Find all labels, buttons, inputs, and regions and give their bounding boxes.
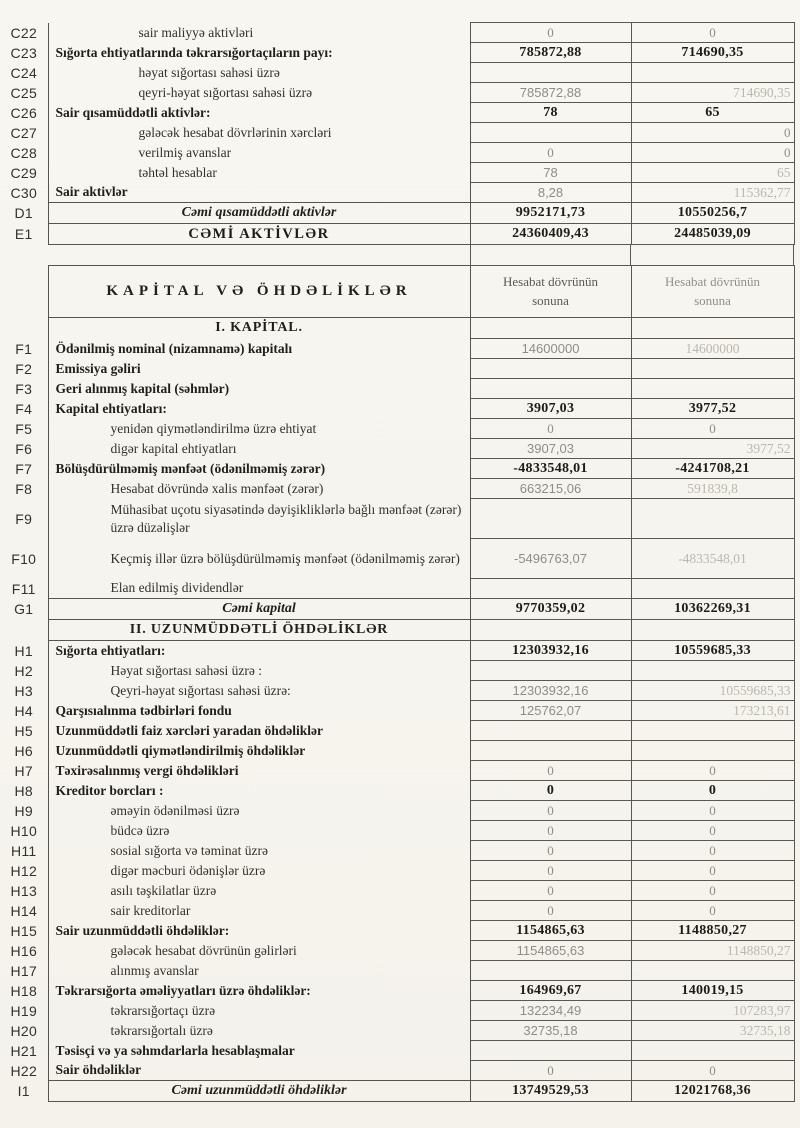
row-H3 (0, 681, 794, 701)
row-C24 (0, 63, 794, 83)
row-F11 (0, 579, 794, 599)
gap-cell-col2 (631, 245, 794, 265)
row-I1 (0, 1081, 794, 1102)
value-col2: 591839,8 (631, 479, 794, 499)
value-col2: -4241708,21 (631, 459, 794, 479)
value-col1 (470, 620, 631, 641)
column-gap (0, 245, 794, 265)
row-label: həyat sığortası sahəsi üzrə (48, 63, 470, 83)
value-col1: 3907,03 (470, 399, 631, 419)
row-label: CƏMİ AKTİVLƏR (48, 224, 470, 245)
row-label: qeyri-həyat sığortası sahəsi üzrə (48, 83, 470, 103)
value-col1: 32735,18 (470, 1021, 631, 1041)
row-label: təkrarsığortalı üzrə (48, 1021, 470, 1041)
value-col2: 3977,52 (631, 399, 794, 419)
row-code: H6 (14, 742, 33, 759)
row-label: I. KAPİTAL. (48, 318, 470, 339)
value-col2 (631, 1041, 794, 1061)
row-H17 (0, 961, 794, 981)
row-label: Sair uzunmüddətli öhdəliklər: (48, 921, 470, 941)
assets-table (0, 22, 795, 245)
assets-table-body (0, 23, 794, 245)
row-label: verilmiş avanslar (48, 143, 470, 163)
row-label: sair kreditorlar (48, 901, 470, 921)
value-col2: 0 (631, 23, 794, 43)
row-code: C24 (10, 64, 38, 81)
row-code: H10 (10, 822, 38, 839)
row-label: Sair aktivlər (48, 183, 470, 203)
row-label: sair maliyyə aktivləri (48, 23, 470, 43)
value-col2: 65 (631, 103, 794, 123)
row-E1 (0, 224, 794, 245)
value-col2: 107283,97 (631, 1001, 794, 1021)
row-code: H22 (10, 1062, 38, 1079)
row-code: G1 (14, 601, 34, 617)
row-H21 (0, 1041, 794, 1061)
value-col1: 0 (470, 1061, 631, 1081)
value-col1: 9770359,02 (470, 599, 631, 620)
value-col1: 125762,07 (470, 701, 631, 721)
value-col2: 65 (631, 163, 794, 183)
row-C30 (0, 183, 794, 203)
value-col1 (470, 579, 631, 599)
value-col1 (470, 379, 631, 399)
value-col1: -4833548,01 (470, 459, 631, 479)
value-col1: 0 (470, 861, 631, 881)
value-col2: 0 (631, 901, 794, 921)
row-label: sosial sığorta və təminat üzrə (48, 841, 470, 861)
row-code: H15 (10, 922, 38, 939)
row-label: Qarşısıalınma tədbirləri fondu (48, 701, 470, 721)
row-label: Sair öhdəliklər (48, 1061, 470, 1081)
row-code: H8 (14, 782, 33, 799)
row-label: büdcə üzrə (48, 821, 470, 841)
value-col2: 0 (631, 761, 794, 781)
value-col2: 0 (631, 143, 794, 163)
row-H10 (0, 821, 794, 841)
row-H14 (0, 901, 794, 921)
gap-spacer (0, 245, 470, 265)
row-label: Həyat sığortası sahəsi üzrə : (48, 661, 470, 681)
value-col1: 0 (470, 821, 631, 841)
col2-header-text: Hesabat dövrünün sonuna (665, 273, 760, 308)
row-H5 (0, 721, 794, 741)
value-col1 (470, 63, 631, 83)
row-H12 (0, 861, 794, 881)
row-F2 (0, 359, 794, 379)
value-col1 (470, 499, 631, 539)
row-F10 (0, 539, 794, 579)
row-C29 (0, 163, 794, 183)
value-col2: 0 (631, 419, 794, 439)
value-col2: -4833548,01 (631, 539, 794, 579)
value-col2: 10559685,33 (631, 681, 794, 701)
row-label: Elan edilmiş dividendlər (48, 579, 470, 599)
value-col1 (470, 318, 631, 339)
row-label: Uzunmüddətli qiymətləndirilmiş öhdəliklər (48, 741, 470, 761)
row-label: Təxirəsalınmış vergi öhdəlikləri (48, 761, 470, 781)
row-label-text: Mühasibat uçotu siyasətində dəyişikliklərlə bağlı mənfəət (zərər) üzrə düzəlişlər (110, 501, 462, 535)
row-label: Təsisçi və ya səhmdarlarla hesablaşmalar (48, 1041, 470, 1061)
value-col2: 714690,35 (631, 83, 794, 103)
value-col1: 785872,88 (470, 83, 631, 103)
row-code: F4 (15, 400, 33, 417)
value-col2: 0 (631, 821, 794, 841)
value-col2 (631, 359, 794, 379)
row-H4 (0, 701, 794, 721)
row-H18 (0, 981, 794, 1001)
row-H16 (0, 941, 794, 961)
value-col2: 115362,77 (631, 183, 794, 203)
value-col2: 12021768,36 (631, 1081, 794, 1102)
row-code: H13 (10, 882, 38, 899)
value-col1: 12303932,16 (470, 641, 631, 661)
row-code: H17 (10, 962, 38, 979)
row-code: H5 (14, 722, 33, 739)
row-H9 (0, 801, 794, 821)
row-label: Sair qısamüddətli aktivlər: (48, 103, 470, 123)
value-col2: 0 (631, 123, 794, 143)
row-code: D1 (14, 205, 33, 221)
liabilities-table (0, 265, 795, 1102)
value-col1: -5496763,07 (470, 539, 631, 579)
value-col1: 0 (470, 23, 631, 43)
row-label: Geri alınmış kapital (səhmlər) (48, 379, 470, 399)
liabilities-header-row (0, 266, 794, 318)
row-section (0, 318, 794, 339)
value-col2 (631, 379, 794, 399)
value-col1: 78 (470, 103, 631, 123)
row-code: H12 (10, 862, 38, 879)
value-col1 (470, 1041, 631, 1061)
value-col1: 8,28 (470, 183, 631, 203)
row-label (48, 539, 470, 579)
row-label (48, 499, 470, 539)
value-col1: 9952171,73 (470, 203, 631, 224)
row-label: təhtəl hesablar (48, 163, 470, 183)
row-label: Kapital ehtiyatları: (48, 399, 470, 419)
value-col2 (631, 499, 794, 539)
row-code: C28 (10, 144, 38, 161)
row-label: digər məcburi ödənişlər üzrə (48, 861, 470, 881)
row-H13 (0, 881, 794, 901)
row-label: Təkrarsığorta əməliyyatları üzrə öhdəliklər: (48, 981, 470, 1001)
value-col2: 140019,15 (631, 981, 794, 1001)
value-col2: 10362269,31 (631, 599, 794, 620)
liabilities-table-body (0, 266, 794, 1102)
row-label: digər kapital ehtiyatları (48, 439, 470, 459)
row-code: H20 (10, 1022, 38, 1039)
row-C28 (0, 143, 794, 163)
value-col2: 14600000 (631, 339, 794, 359)
row-label: alınmış avanslar (48, 961, 470, 981)
row-label: Bölüşdürülməmiş mənfəət (ödənilməmiş zərər) (48, 459, 470, 479)
row-label-text: Keçmiş illər üzrə bölüşdürülməmiş mənfəət (ödənilməmiş zərər) (110, 550, 460, 566)
value-col1: 0 (470, 801, 631, 821)
value-col2: 10550256,7 (631, 203, 794, 224)
col2-header (631, 266, 794, 318)
row-label: Kreditor borcları : (48, 781, 470, 801)
value-col1: 78 (470, 163, 631, 183)
value-col2: 10559685,33 (631, 641, 794, 661)
row-H2 (0, 661, 794, 681)
value-col1 (470, 123, 631, 143)
value-col2: 1148850,27 (631, 941, 794, 961)
row-label: Sığorta ehtiyatları: (48, 641, 470, 661)
row-C25 (0, 83, 794, 103)
value-col1 (470, 741, 631, 761)
value-col1: 663215,06 (470, 479, 631, 499)
value-col1 (470, 359, 631, 379)
row-F6 (0, 439, 794, 459)
col1-header (470, 266, 631, 318)
row-label: təkrarsığortaçı üzrə (48, 1001, 470, 1021)
row-code: F11 (11, 580, 36, 597)
value-col1: 785872,88 (470, 43, 631, 63)
row-F3 (0, 379, 794, 399)
row-code: H19 (10, 1002, 38, 1019)
row-H1 (0, 641, 794, 661)
value-col1: 0 (470, 143, 631, 163)
row-label: əməyin ödənilməsi üzrə (48, 801, 470, 821)
row-F9 (0, 499, 794, 539)
value-col1: 132234,49 (470, 1001, 631, 1021)
value-col2: 173213,61 (631, 701, 794, 721)
row-H11 (0, 841, 794, 861)
row-label: gələcək hesabat dövrlərinin xərcləri (48, 123, 470, 143)
value-col2: 3977,52 (631, 439, 794, 459)
row-H20 (0, 1021, 794, 1041)
row-code: C26 (10, 104, 38, 121)
row-code: F6 (15, 440, 33, 457)
row-code: C30 (10, 184, 38, 201)
gap-cell-col1 (470, 245, 631, 265)
row-H8 (0, 781, 794, 801)
value-col2 (631, 661, 794, 681)
row-label: Cəmi kapital (48, 599, 470, 620)
row-code: C22 (10, 24, 38, 41)
row-F7 (0, 459, 794, 479)
col1-header-text: Hesabat dövrünün sonuna (503, 273, 598, 308)
row-C23 (0, 43, 794, 63)
row-label: asılı təşkilatlar üzrə (48, 881, 470, 901)
row-label: Ödənilmiş nominal (nizamnamə) kapitalı (48, 339, 470, 359)
row-H7 (0, 761, 794, 781)
value-col2 (631, 620, 794, 641)
row-code: H11 (10, 842, 37, 859)
row-section (0, 620, 794, 641)
value-col1: 0 (470, 419, 631, 439)
table-title: KAPİTAL VƏ ÖHDƏLİKLƏR (48, 266, 470, 318)
row-label: gələcək hesabat dövrünün gəlirləri (48, 941, 470, 961)
row-F4 (0, 399, 794, 419)
row-code: H14 (10, 902, 38, 919)
row-code: C25 (10, 84, 38, 101)
row-F8 (0, 479, 794, 499)
value-col1: 0 (470, 841, 631, 861)
row-F1 (0, 339, 794, 359)
row-code: F3 (15, 380, 33, 397)
row-code: F8 (15, 480, 33, 497)
value-col2 (631, 63, 794, 83)
row-H19 (0, 1001, 794, 1021)
row-label: Qeyri-həyat sığortası sahəsi üzrə: (48, 681, 470, 701)
row-code (0, 620, 48, 641)
value-col1: 164969,67 (470, 981, 631, 1001)
row-code (0, 318, 48, 339)
row-H15 (0, 921, 794, 941)
value-col2 (631, 721, 794, 741)
row-code: H1 (14, 642, 33, 659)
row-code: F5 (15, 420, 33, 437)
row-code: H9 (14, 802, 33, 819)
row-G1 (0, 599, 794, 620)
value-col2: 714690,35 (631, 43, 794, 63)
row-code: H21 (10, 1042, 38, 1059)
row-label: Emissiya gəliri (48, 359, 470, 379)
row-label: Sığorta ehtiyatlarında təkrarsığortaçıların payı: (48, 43, 470, 63)
value-col2: 0 (631, 781, 794, 801)
value-col2: 24485039,09 (631, 224, 794, 245)
row-code: F10 (11, 550, 37, 567)
value-col1 (470, 721, 631, 741)
row-code: I1 (17, 1083, 30, 1099)
row-label: Uzunmüddətli faiz xərcləri yaradan öhdəliklər (48, 721, 470, 741)
value-col2 (631, 961, 794, 981)
row-code: F7 (15, 460, 33, 477)
value-col1: 12303932,16 (470, 681, 631, 701)
value-col1 (470, 661, 631, 681)
row-C27 (0, 123, 794, 143)
row-code: E1 (14, 226, 33, 242)
row-code: H18 (10, 982, 38, 999)
value-col2: 0 (631, 841, 794, 861)
row-C26 (0, 103, 794, 123)
value-col1: 3907,03 (470, 439, 631, 459)
value-col1: 0 (470, 781, 631, 801)
value-col1 (470, 961, 631, 981)
value-col1: 0 (470, 901, 631, 921)
row-C22 (0, 23, 794, 43)
row-code: H2 (14, 662, 33, 679)
value-col2: 0 (631, 881, 794, 901)
value-col1: 0 (470, 881, 631, 901)
value-col1: 1154865,63 (470, 941, 631, 961)
value-col2: 0 (631, 1061, 794, 1081)
row-F5 (0, 419, 794, 439)
row-label: Cəmi uzunmüddətli öhdəliklər (48, 1081, 470, 1102)
row-code: F1 (15, 340, 33, 357)
row-code: C29 (10, 164, 38, 181)
row-code: H4 (14, 702, 33, 719)
value-col2 (631, 579, 794, 599)
value-col2: 1148850,27 (631, 921, 794, 941)
value-col2 (631, 741, 794, 761)
row-D1 (0, 203, 794, 224)
row-code: F2 (15, 360, 33, 377)
value-col1: 0 (470, 761, 631, 781)
row-label: Hesabat dövründə xalis mənfəət (zərər) (48, 479, 470, 499)
value-col2 (631, 318, 794, 339)
row-code: H7 (14, 762, 33, 779)
row-code: F9 (15, 510, 33, 527)
row-H6 (0, 741, 794, 761)
row-label: Cəmi qısamüddətli aktivlər (48, 203, 470, 224)
row-label: II. UZUNMÜDDƏTLİ ÖHDƏLİKLƏR (48, 620, 470, 641)
balance-sheet-page (0, 22, 794, 1102)
row-H22 (0, 1061, 794, 1081)
value-col2: 0 (631, 801, 794, 821)
value-col1: 24360409,43 (470, 224, 631, 245)
row-code: C27 (10, 124, 38, 141)
value-col2: 0 (631, 861, 794, 881)
value-col1: 14600000 (470, 339, 631, 359)
row-code: H16 (10, 942, 38, 959)
value-col2: 32735,18 (631, 1021, 794, 1041)
header-code-cell (0, 266, 48, 318)
row-code: C23 (10, 44, 38, 61)
value-col1: 1154865,63 (470, 921, 631, 941)
row-code: H3 (14, 682, 33, 699)
row-label: yenidən qiymətləndirilmə üzrə ehtiyat (48, 419, 470, 439)
value-col1: 13749529,53 (470, 1081, 631, 1102)
